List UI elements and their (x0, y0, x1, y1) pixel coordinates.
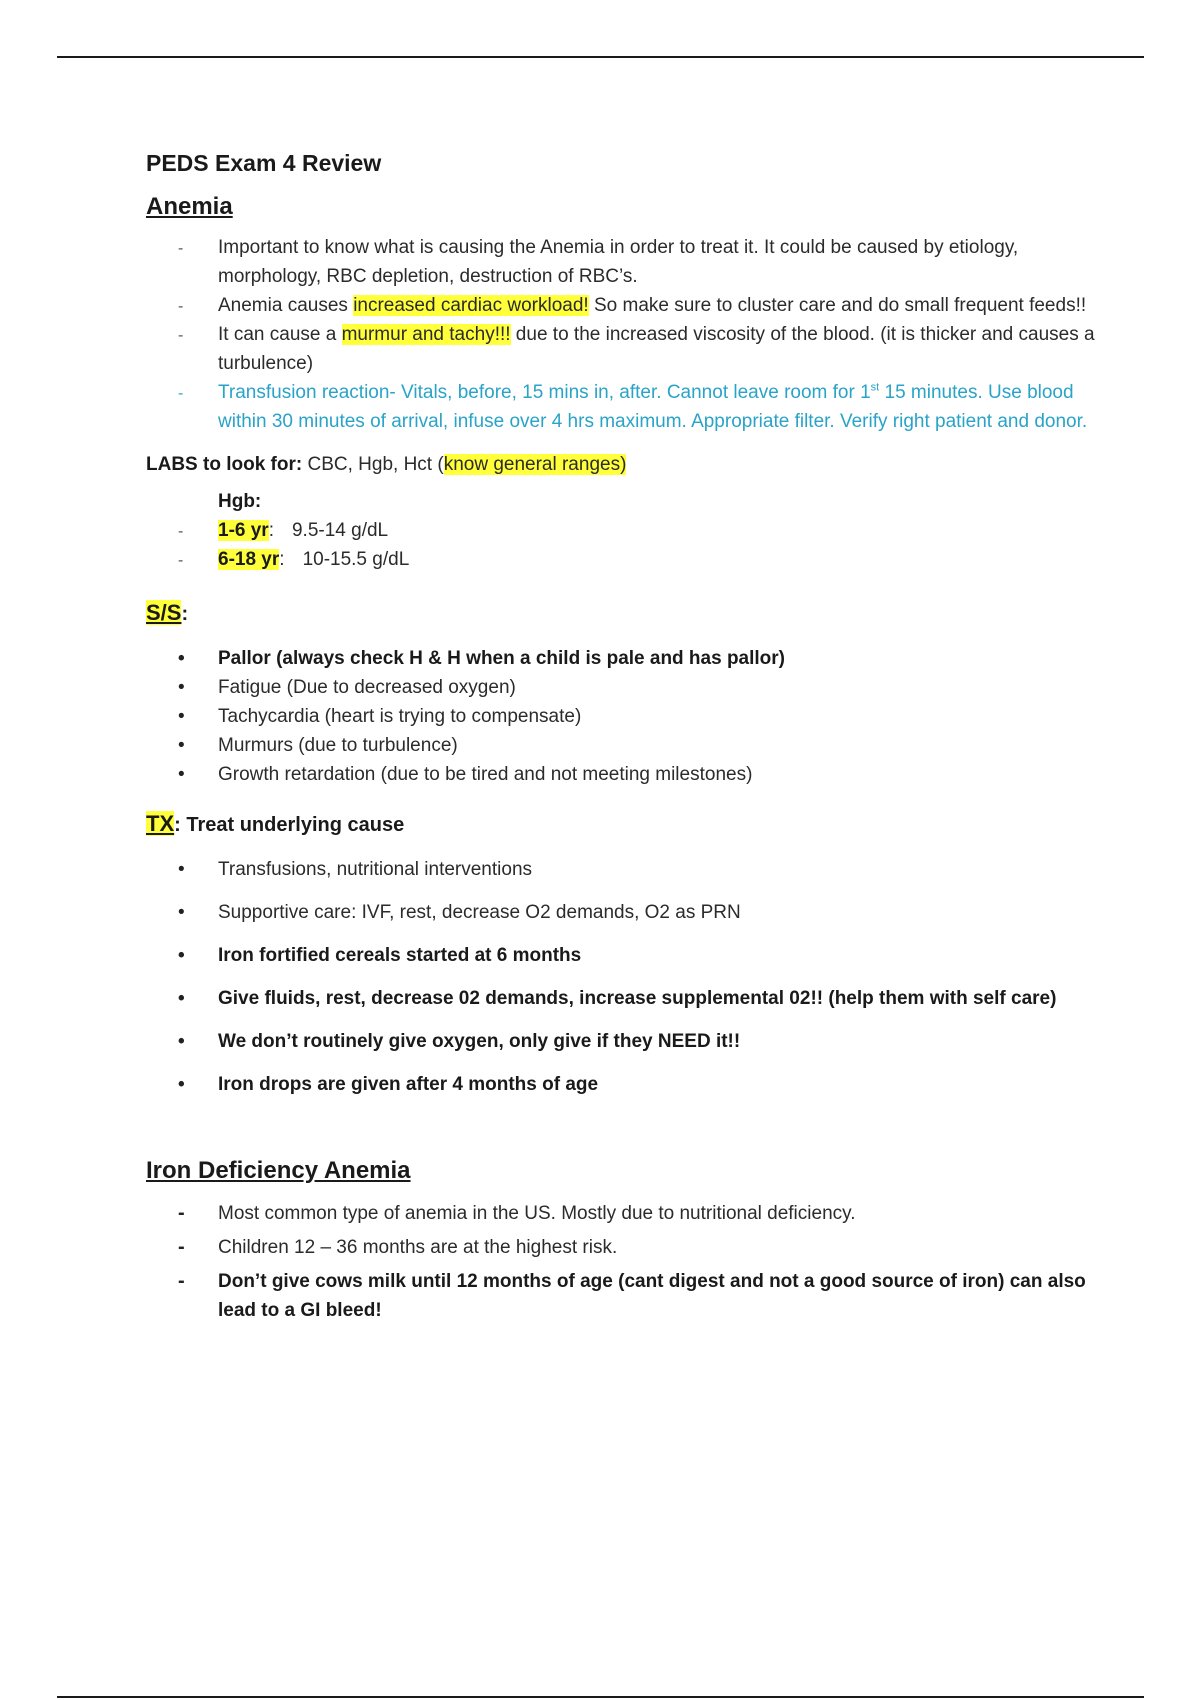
ss-heading: S/S: (146, 600, 189, 625)
top-rule (57, 56, 1144, 58)
bullet-marker (178, 1027, 198, 1056)
dash-marker (178, 233, 198, 263)
labs-line: LABS to look for: CBC, Hgb, Hct (know general ranges) (146, 454, 627, 475)
list-item: - Don’t give cows milk until 12 months of age (cant digest and not a good source of iron) can also lead to a GI bleed! (146, 1267, 1096, 1325)
dash-marker (178, 378, 198, 408)
dash-marker (178, 1233, 198, 1262)
list-item: - Anemia causes increased cardiac workload! So make sure to cluster care and do small frequent feeds!! (146, 291, 1096, 320)
bottom-rule (57, 1696, 1144, 1698)
list-item: • Growth retardation (due to be tired and not meeting milestones) (146, 760, 1096, 789)
dash-marker (178, 516, 198, 546)
document-page (146, 150, 1096, 1330)
iron-deficiency-heading: Iron Deficiency Anemia (146, 1157, 411, 1184)
list-item: • Fatigue (Due to decreased oxygen) (146, 673, 1096, 702)
bullet-marker (178, 1070, 198, 1099)
list-item: • Iron drops are given after 4 months of age (146, 1070, 1096, 1099)
list-item: - It can cause a murmur and tachy!!! due to the increased viscosity of the blood. (it is thicker and causes a turbulence) (146, 320, 1096, 378)
document-title: PEDS Exam 4 Review (146, 150, 382, 176)
highlighted-text: increased cardiac workload! (353, 295, 589, 316)
dash-marker (178, 291, 198, 321)
list-item: • We don’t routinely give oxygen, only give if they NEED it!! (146, 1027, 1096, 1056)
list-item: - Most common type of anemia in the US. Mostly due to nutritional deficiency. (146, 1199, 1096, 1228)
bullet-marker (178, 898, 198, 927)
hgb-range-list (146, 516, 1096, 574)
bullet-marker (178, 760, 198, 789)
bullet-marker (178, 855, 198, 884)
list-item: • Iron fortified cereals started at 6 months (146, 941, 1096, 970)
list-item: - Important to know what is causing the Anemia in order to treat it. It could be caused by etiology, morphology, RBC depletion, destruction of RBC’s. (146, 233, 1096, 291)
list-item: - 6-18 yr: 10-15.5 g/dL (146, 545, 1096, 574)
list-item: • Tachycardia (heart is trying to compensate) (146, 702, 1096, 731)
bullet-marker (178, 702, 198, 731)
list-item: • Transfusions, nutritional interventions (146, 855, 1096, 884)
list-item: • Give fluids, rest, decrease 02 demands, increase supplemental 02!! (help them with self care) (146, 984, 1096, 1013)
highlighted-text: murmur and tachy!!! (341, 324, 511, 345)
list-item: • Supportive care: IVF, rest, decrease O2 demands, O2 as PRN (146, 898, 1096, 927)
list-item: • Murmurs (due to turbulence) (146, 731, 1096, 760)
highlighted-text: know general ranges) (443, 454, 627, 475)
dash-marker (178, 1199, 198, 1228)
bullet-marker (178, 673, 198, 702)
bullet-marker (178, 984, 198, 1013)
iron-deficiency-list (146, 1199, 1096, 1325)
list-item: - 1-6 yr: 9.5-14 g/dL (146, 516, 1096, 545)
bullet-marker (178, 644, 198, 673)
list-item: - Children 12 – 36 months are at the highest risk. (146, 1233, 1096, 1262)
tx-heading: TX: Treat underlying cause (146, 811, 405, 836)
bullet-marker (178, 731, 198, 760)
bullet-marker (178, 941, 198, 970)
transfusion-reaction-item: - Transfusion reaction- Vitals, before, 15 mins in, after. Cannot leave room for 1st 15 minutes. Use blood within 30 minutes of arrival, infuse over 4 hrs maximum. Appropriate filter. Verify right patient and donor. (146, 378, 1096, 436)
hgb-heading: Hgb: (218, 491, 262, 512)
dash-marker (178, 1267, 198, 1296)
tx-list (146, 855, 1096, 1099)
ss-list (146, 644, 1096, 789)
anemia-heading: Anemia (146, 193, 233, 220)
dash-marker (178, 320, 198, 350)
anemia-overview-list (146, 233, 1096, 436)
dash-marker (178, 545, 198, 575)
list-item: • Pallor (always check H & H when a child is pale and has pallor) (146, 644, 1096, 673)
